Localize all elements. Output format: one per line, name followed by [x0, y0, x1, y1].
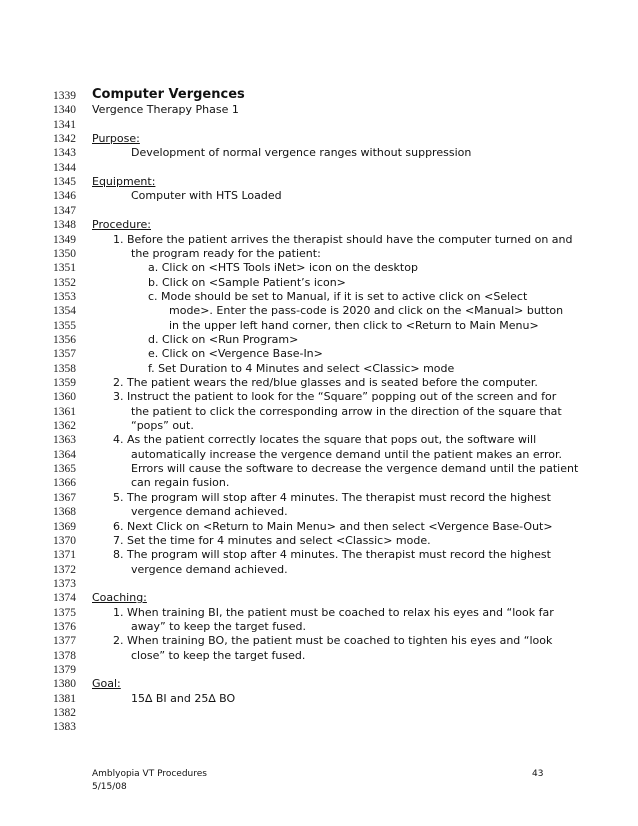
line-number: 1356: [53, 333, 76, 346]
line-number: 1378: [53, 649, 76, 662]
line-number: 1359: [53, 377, 76, 389]
line-number: 1345: [53, 176, 76, 189]
line-number: 1373: [53, 577, 76, 590]
line-number: 1371: [53, 549, 76, 562]
section-heading: Equipment:: [92, 175, 156, 189]
body-text-line: can regain fusion.: [131, 476, 230, 490]
line-number: 1346: [53, 190, 76, 203]
body-text-line: 8. The program will stop after 4 minutes. The therapist must record the highest: [113, 548, 551, 562]
line-number: 1379: [53, 664, 76, 676]
body-text-line: f. Set Duration to 4 Minutes and select <Classic> mode: [148, 361, 455, 375]
line-number: 1354: [53, 305, 76, 318]
body-text-line: a. Click on <HTS Tools iNet> icon on the desktop: [148, 261, 418, 275]
body-text-line: 7. Set the time for 4 minutes and select <Classic> mode.: [113, 533, 431, 547]
body-text-line: close” to keep the target fused.: [131, 648, 306, 662]
body-text-line: vergence demand achieved.: [131, 505, 288, 519]
line-number: 1377: [53, 635, 76, 648]
body-text-line: in the upper left hand corner, then click to <Return to Main Menu>: [169, 318, 539, 332]
line-number: 1376: [53, 620, 76, 633]
body-text-line: Computer with HTS Loaded: [131, 189, 282, 203]
line-number: 1341: [53, 118, 76, 131]
line-number: 1348: [53, 219, 76, 232]
body-text-line: 2. When training BO, the patient must be coached to tighten his eyes and “look: [113, 634, 553, 648]
line-number: 1342: [53, 133, 76, 146]
body-text-line: the program ready for the patient:: [131, 246, 321, 260]
line-number: 1372: [53, 563, 76, 576]
section-heading: Procedure:: [92, 218, 151, 232]
line-number: 1352: [53, 276, 76, 289]
document-title: Computer Vergences: [92, 87, 245, 102]
line-number: 1343: [53, 147, 76, 160]
body-text-line: 6. Next Click on <Return to Main Menu> and then select <Vergence Base-Out>: [113, 519, 553, 533]
line-number: 1362: [53, 420, 76, 433]
body-text-line: Development of normal vergence ranges without suppression: [131, 146, 472, 160]
footer-title: Amblyopia VT Procedures: [92, 769, 207, 779]
line-number: 1361: [53, 405, 76, 418]
line-number: 1375: [53, 606, 76, 619]
line-number: 1382: [53, 707, 76, 720]
body-text-line: d. Click on <Run Program>: [148, 332, 299, 346]
body-text-line: 1. Before the patient arrives the therapist should have the computer turned on and: [113, 232, 573, 246]
body-text-line: the patient to click the corresponding arrow in the direction of the square that: [131, 404, 562, 418]
body-text-line: Vergence Therapy Phase 1: [92, 103, 239, 117]
body-text-line: 4. As the patient correctly locates the square that pops out, the software will: [113, 433, 537, 447]
line-number: 1367: [53, 491, 76, 504]
line-number: 1340: [53, 104, 76, 117]
line-number: 1383: [53, 721, 76, 734]
section-heading: Coaching:: [92, 591, 147, 605]
line-number: 1353: [53, 290, 76, 303]
line-number: 1358: [53, 362, 76, 375]
line-number: 1349: [53, 233, 76, 246]
line-number: 1368: [53, 506, 76, 519]
line-number: 1355: [53, 319, 76, 332]
body-text-line: away” to keep the target fused.: [131, 619, 307, 633]
body-text-line: mode>. Enter the pass-code is 2020 and click on the <Manual> button: [169, 304, 564, 318]
line-number: 1366: [53, 477, 76, 490]
body-text-line: 2. The patient wears the red/blue glasses and is seated before the computer.: [113, 376, 538, 389]
body-text-line: 1. When training BI, the patient must be coached to relax his eyes and “look far: [113, 605, 554, 619]
page-number: 43: [532, 769, 544, 779]
line-number: 1363: [53, 434, 76, 447]
body-text-line: 3. Instruct the patient to look for the “Square” popping out of the screen and for: [113, 390, 557, 404]
line-number: 1365: [53, 463, 76, 476]
body-text-line: 5. The program will stop after 4 minutes. The therapist must record the highest: [113, 490, 551, 504]
body-text-line: Errors will cause the software to decrease the vergence demand until the patient: [131, 462, 579, 476]
body-text-line: e. Click on <Vergence Base-In>: [148, 347, 323, 361]
line-number: 1350: [53, 247, 76, 260]
line-number: 1344: [53, 161, 76, 174]
footer-date: 5/15/08: [92, 782, 127, 792]
body-text-line: 15∆ BI and 25∆ BO: [131, 691, 236, 705]
section-heading: Purpose:: [92, 132, 140, 146]
section-heading: Goal:: [92, 677, 121, 691]
line-number: 1351: [53, 262, 76, 275]
body-text-line: vergence demand achieved.: [131, 562, 288, 576]
line-number: 1347: [53, 204, 76, 217]
line-number: 1364: [53, 448, 76, 461]
body-text-line: automatically increase the vergence demand until the patient makes an error.: [131, 447, 563, 461]
line-number: 1374: [53, 592, 76, 605]
line-number: 1370: [53, 534, 76, 547]
body-text-line: “pops” out.: [131, 419, 194, 433]
line-number: 1360: [53, 391, 76, 404]
line-number: 1369: [53, 520, 76, 533]
line-number: 1357: [53, 348, 76, 361]
body-text-line: c. Mode should be set to Manual, if it is set to active click on <Select: [148, 289, 528, 303]
body-text-line: b. Click on <Sample Patient’s icon>: [148, 275, 346, 289]
line-number: 1380: [53, 678, 76, 691]
line-number: 1339: [53, 90, 76, 102]
line-number: 1381: [53, 692, 76, 705]
